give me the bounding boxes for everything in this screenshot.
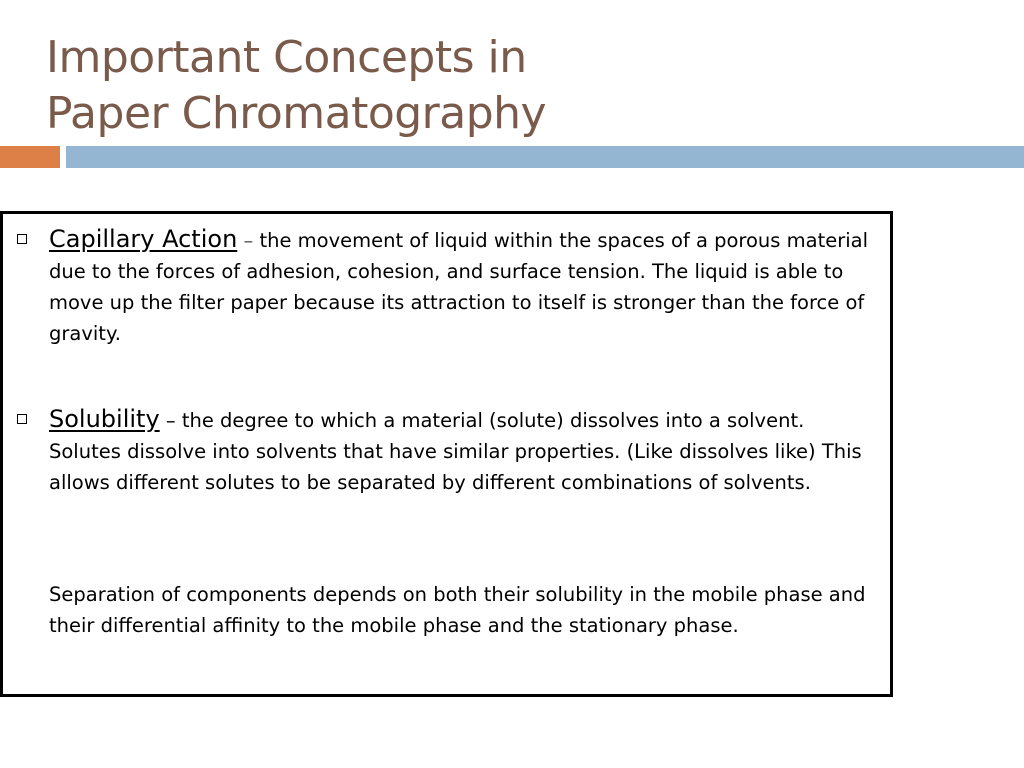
accent-bar-orange [0, 146, 60, 168]
square-bullet-icon [17, 234, 27, 244]
bullet-separator: – [243, 229, 254, 252]
bullet-solubility [17, 404, 870, 498]
accent-bar-blue [66, 146, 1024, 168]
slide-title-line-1: Important Concepts in [46, 32, 527, 83]
bullet-definition: the degree to which a material (solute) dissolves into a solvent. Solutes dissolve into solvents that have similar properties. (Like dissolves like) This allows different solutes to be separated by different combinations of solvents. [49, 409, 862, 494]
bullet-text [49, 404, 870, 498]
bullet-term: Capillary Action [49, 225, 238, 253]
square-bullet-icon [17, 414, 27, 424]
bullet-capillary-action [17, 224, 870, 349]
bullet-definition: the movement of liquid within the spaces of a porous material due to the forces of adhesion, cohesion, and surface tension. The liquid is able to move up the filter paper because its attraction to itself is stronger than the force of gravity. [49, 229, 869, 345]
content-box [0, 211, 893, 697]
bullet-term: Solubility [49, 405, 160, 433]
slide-title-line-2: Paper Chromatography [46, 88, 547, 139]
slide-title [46, 30, 946, 142]
separation-note: Separation of components depends on both their solubility in the mobile phase and their differential affinity to the mobile phase and the stationary phase. [49, 583, 866, 637]
bullet-separator: – [165, 409, 176, 432]
bullet-text [49, 224, 870, 349]
